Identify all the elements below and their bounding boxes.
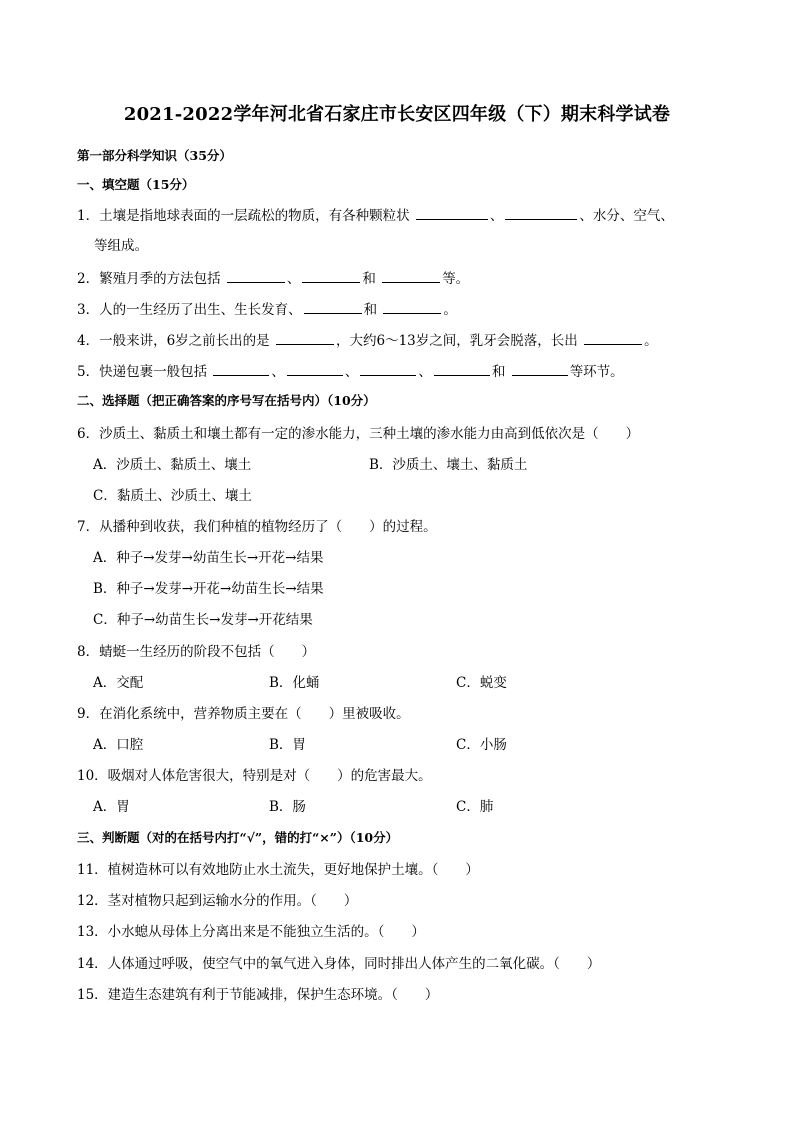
- question-6-option-a[interactable]: A．沙质土、黏质土、壤土: [93, 457, 252, 473]
- question-13: 13．小水螅从母体上分离出来是不能独立生活的。（ ）: [77, 924, 425, 940]
- question-7: 7．从播种到收获，我们种植的植物经历了（ ）的过程。: [77, 519, 437, 535]
- question-7-option-b[interactable]: B．种子→发芽→开花→幼苗生长→结果: [93, 581, 324, 597]
- question-7-option-c[interactable]: C．种子→幼苗生长→发芽→开花结果: [93, 612, 313, 628]
- question-6: 6．沙质土、黏质土和壤土都有一定的渗水能力，三种土壤的渗水能力由高到低依次是（ ）: [77, 426, 640, 442]
- question-14: 14．人体通过呼吸，使空气中的氧气进入身体，同时排出人体产生的二氧化碳。（ ）: [77, 956, 601, 972]
- section-heading-fill-in: 一、填空题（15分）: [77, 177, 195, 192]
- answer-blank[interactable]: [360, 361, 416, 376]
- answer-blank[interactable]: [276, 330, 334, 345]
- question-11: 11．植树造林可以有效地防止水土流失，更好地保护土壤。（ ）: [77, 862, 479, 878]
- answer-blank[interactable]: [416, 205, 488, 220]
- answer-blank[interactable]: [383, 299, 441, 314]
- question-3: 3．人的一生经历了出生、生长发育、 和 。: [77, 299, 457, 320]
- answer-blank[interactable]: [302, 268, 360, 283]
- answer-blank[interactable]: [512, 361, 568, 376]
- question-12: 12．茎对植物只起到运输水分的作用。（ ）: [77, 893, 358, 909]
- answer-blank[interactable]: [213, 361, 269, 376]
- part-heading: 第一部分科学知识（35分）: [77, 148, 232, 163]
- question-15: 15．建造生态建筑有利于节能减排，保护生态环境。（ ）: [77, 987, 439, 1003]
- section-heading-multiple-choice: 二、选择题（把正确答案的序号写在括号内）（10分）: [77, 393, 376, 408]
- answer-blank[interactable]: [434, 361, 490, 376]
- question-10-option-a[interactable]: A．胃: [93, 799, 130, 815]
- section-heading-true-false: 三、判断题（对的在括号内打“√”，错的打“×”）（10分）: [77, 830, 399, 845]
- question-9-option-c[interactable]: C．小肠: [456, 737, 507, 753]
- question-10: 10．吸烟对人体危害很大，特别是对（ ）的危害最大。: [77, 768, 432, 784]
- question-8-option-c[interactable]: C．蜕变: [456, 675, 507, 691]
- question-4: 4．一般来讲，6岁之前长出的是 ，大约6～13岁之间，乳牙会脱落，长出 。: [77, 330, 658, 351]
- answer-blank[interactable]: [382, 268, 440, 283]
- question-9: 9．在消化系统中，营养物质主要在（ ）里被吸收。: [77, 706, 410, 722]
- question-9-option-a[interactable]: A．口腔: [93, 737, 144, 753]
- question-1-continued: 等组成。: [94, 238, 148, 254]
- question-8-option-a[interactable]: A．交配: [93, 675, 144, 691]
- question-6-option-b[interactable]: B．沙质土、壤土、黏质土: [369, 457, 528, 473]
- question-2: 2．繁殖月季的方法包括 、 和 等。: [77, 268, 469, 289]
- page-title: 2021-2022学年河北省石家庄市长安区四年级（下）期末科学试卷: [123, 104, 671, 125]
- question-10-option-c[interactable]: C．肺: [456, 799, 494, 815]
- answer-blank[interactable]: [287, 361, 343, 376]
- answer-blank[interactable]: [505, 205, 577, 220]
- question-8: 8．蜻蜓一生经历的阶段不包括（ ）: [77, 644, 316, 660]
- question-5: 5．快递包裹一般包括 、 、 、 和 等环节。: [77, 361, 624, 382]
- answer-blank[interactable]: [227, 268, 285, 283]
- question-9-option-b[interactable]: B．胃: [269, 737, 306, 753]
- question-10-option-b[interactable]: B．肠: [269, 799, 306, 815]
- question-8-option-b[interactable]: B．化蛹: [269, 675, 320, 691]
- question-1: 1．土壤是指地球表面的一层疏松的物质，有各种颗粒状 、 、水分、空气、: [77, 205, 674, 226]
- answer-blank[interactable]: [584, 330, 642, 345]
- question-6-option-c[interactable]: C．黏质土、沙质土、壤土: [93, 488, 252, 504]
- answer-blank[interactable]: [304, 299, 362, 314]
- question-7-option-a[interactable]: A．种子→发芽→幼苗生长→开花→结果: [93, 550, 324, 566]
